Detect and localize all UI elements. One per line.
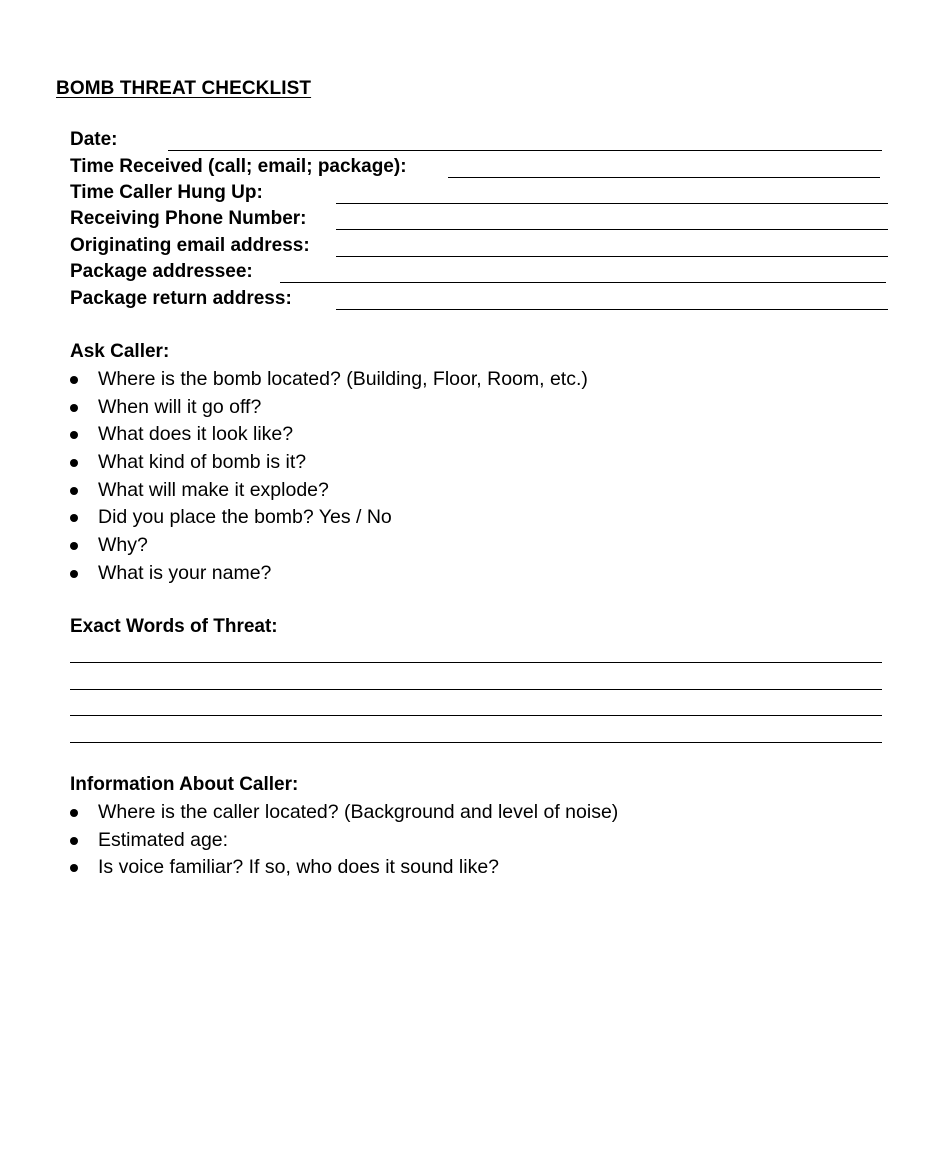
threat-words-line-4[interactable] — [70, 742, 882, 743]
list-item-text: Estimated age: — [98, 828, 229, 851]
bullet-icon — [70, 864, 78, 872]
package-addressee-input-line[interactable] — [280, 282, 886, 283]
field-label: Package return address: — [70, 288, 292, 309]
bullet-icon — [70, 404, 78, 412]
document-title: BOMB THREAT CHECKLIST — [56, 78, 312, 99]
field-package-addressee — [70, 260, 886, 286]
field-receiving-phone — [70, 207, 888, 233]
list-item-text: What is your name? — [98, 561, 272, 584]
field-label: Originating email address: — [70, 235, 310, 256]
list-item-text: What does it look like? — [98, 423, 294, 446]
bullet-icon — [70, 514, 78, 522]
bullet-icon — [70, 431, 78, 439]
receiving-phone-input-line[interactable] — [336, 229, 888, 230]
package-return-input-line[interactable] — [336, 309, 888, 310]
bullet-icon — [70, 487, 78, 495]
date-input-line[interactable] — [168, 150, 882, 151]
bullet-icon — [70, 459, 78, 467]
field-label: Package addressee: — [70, 261, 253, 282]
exact-words-heading: Exact Words of Threat: — [70, 616, 278, 637]
field-originating-email — [70, 234, 888, 260]
bullet-icon — [70, 570, 78, 578]
bullet-icon — [70, 542, 78, 550]
bullet-icon — [70, 837, 78, 845]
bullet-icon — [70, 376, 78, 384]
bullet-icon — [70, 809, 78, 817]
time-received-input-line[interactable] — [448, 177, 880, 178]
field-label: Date: — [70, 129, 118, 150]
threat-words-line-2[interactable] — [70, 689, 882, 690]
list-item-text: Is voice familiar? If so, who does it sound like? — [98, 856, 500, 879]
list-item-text: Where is the caller located? (Background and level of noise) — [98, 801, 619, 823]
originating-email-input-line[interactable] — [336, 256, 888, 257]
list-item-text: When will it go off? — [98, 395, 262, 418]
list-item-text: Did you place the bomb? Yes / No — [98, 506, 392, 529]
field-label: Time Received (call; email; package): — [70, 156, 407, 177]
threat-words-line-3[interactable] — [70, 715, 882, 716]
list-item-text: Why? — [98, 534, 148, 557]
list-item-text: What will make it explode? — [98, 478, 329, 501]
field-label: Time Caller Hung Up: — [70, 182, 263, 203]
field-package-return — [70, 287, 888, 313]
field-time-received — [70, 155, 882, 181]
threat-words-line-1[interactable] — [70, 662, 882, 663]
field-date — [70, 128, 882, 154]
field-time-hung-up — [70, 181, 888, 207]
list-item-text: Where is the bomb located? (Building, Floor, Room, etc.) — [98, 368, 588, 390]
field-label: Receiving Phone Number: — [70, 208, 307, 229]
caller-info-heading: Information About Caller: — [70, 774, 299, 795]
time-hung-up-input-line[interactable] — [336, 203, 888, 204]
list-item-text: What kind of bomb is it? — [98, 451, 307, 474]
ask-caller-heading: Ask Caller: — [70, 341, 170, 362]
